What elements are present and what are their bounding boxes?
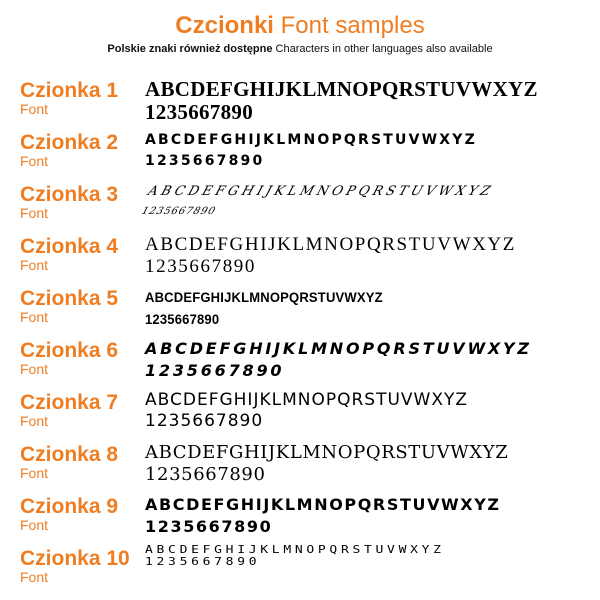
subtitle-rest: Characters in other languages also available (275, 43, 493, 55)
font-label: Czionka 5 Font (20, 287, 119, 325)
font-sample: ABCDEFGHIJKLMNOPQRSTUVWXYZ 1235667890 (145, 234, 516, 277)
font-label: Czionka 3 Font (20, 183, 119, 221)
font-sample: ABCDEFGHIJKLMNOPQRSTUVWXYZ 1235667890 (140, 184, 496, 217)
page-title (0, 12, 600, 40)
font-label: Czionka 6 Font (20, 339, 119, 377)
font-row-4 (0, 232, 600, 282)
font-sample: ABCDEFGHIJKLMNOPQRSTUVWXYZ 1235667890 (145, 289, 383, 327)
font-label: Czionka 8 Font (20, 443, 119, 481)
font-row-10 (0, 544, 600, 594)
font-sample: ABCDEFGHIJKLMNOPQRSTUVWXYZ 1235667890 (145, 495, 501, 536)
font-sample: ABCDEFGHIJKLMNOPQRSTUVWXYZ 1235667890 (145, 132, 477, 169)
font-label: Czionka 9 Font (20, 495, 119, 533)
font-row-1 (0, 76, 600, 126)
font-label: Czionka 2 Font (20, 131, 119, 169)
font-sample: ABCDEFGHIJKLMNOPQRSTUVWXYZ 1235667890 (145, 390, 469, 431)
font-row-2 (0, 128, 600, 178)
font-row-7 (0, 388, 600, 438)
font-label: Czionka 7 Font (20, 391, 119, 429)
title-bold: Czcionki (175, 12, 274, 39)
page-header (0, 12, 600, 56)
font-sample: ABCDEFGHIJKLMNOPQRSTUVWXYZ 1235667890 (145, 77, 538, 124)
font-row-8 (0, 440, 600, 490)
page-subtitle (0, 42, 600, 56)
font-sample: ABCDEFGHIJKLMNOPQRSTUVWXYZ 1235667890 (145, 544, 445, 568)
font-label: Czionka 1 Font (20, 79, 119, 117)
font-sample: ABCDEFGHIJKLMNOPQRSTUVWXYZ 1235667890 (145, 442, 509, 485)
font-row-5 (0, 284, 600, 334)
font-label: Czionka 10 Font (20, 547, 130, 585)
font-label: Czionka 4 Font (20, 235, 119, 273)
title-rest: Font samples (280, 12, 425, 39)
font-row-9 (0, 492, 600, 542)
font-row-3 (0, 180, 600, 230)
font-row-6 (0, 336, 600, 386)
subtitle-bold: Polskie znaki również dostępne (107, 43, 273, 55)
font-sample: ABCDEFGHIJKLMNOPQRSTUVWXYZ 1235667890 (145, 339, 532, 380)
